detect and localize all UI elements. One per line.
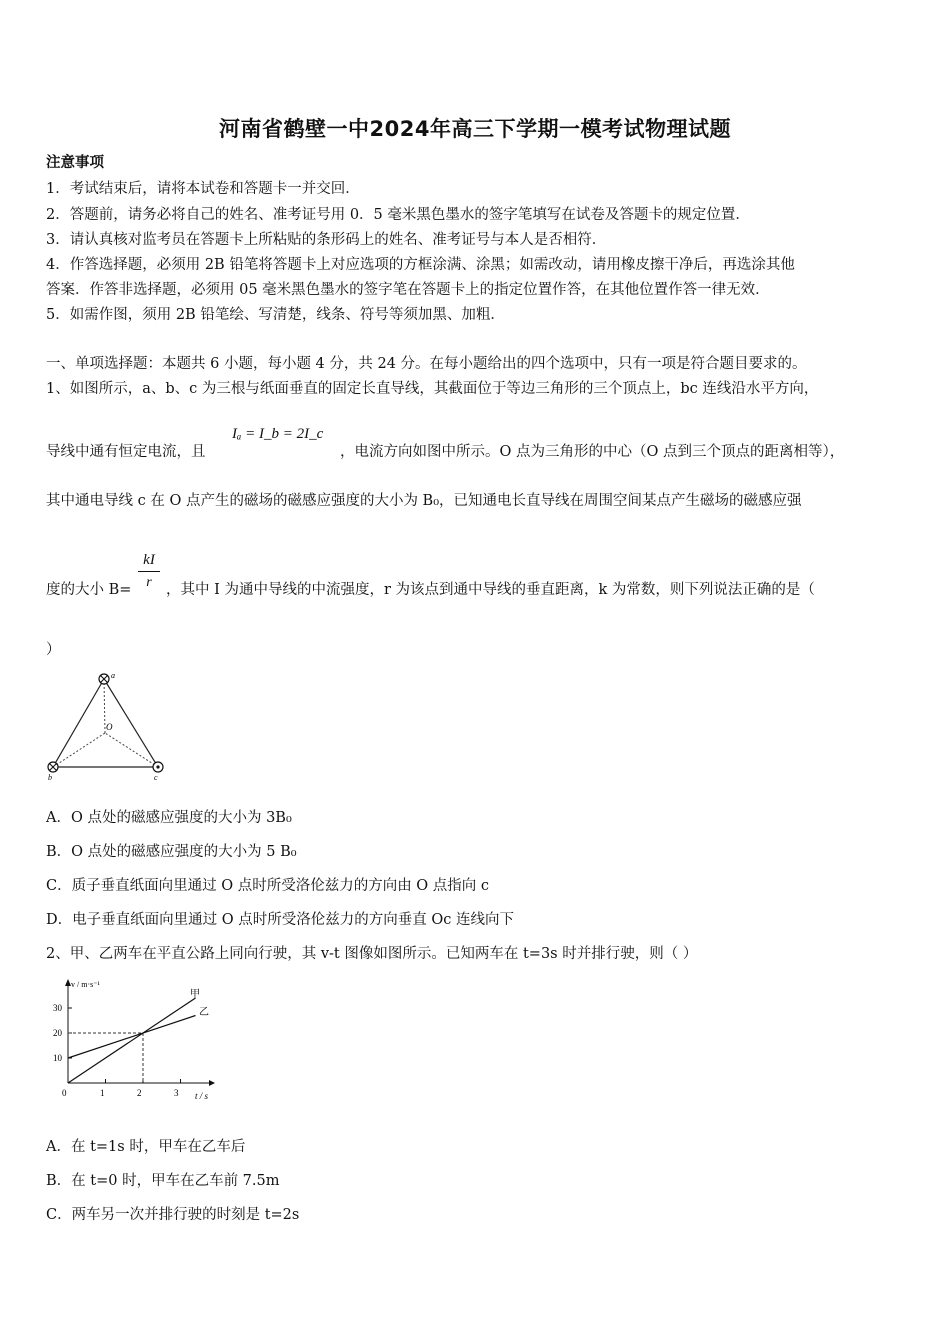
note-item: 3．请认真核对监考员在答题卡上所粘贴的条形码上的姓名、准考证号与本人是否相符． [46, 232, 607, 248]
q1-stem-line1: 1、如图所示，a、b、c 为三根与纸面垂直的固定长直导线，其截面位于等边三角形的三个顶点上，bc 连线沿水平方向， [46, 381, 819, 397]
fraction-bar [138, 571, 160, 572]
q1-stem-line2-post: ，电流方向如图中所示。O 点为三角形的中心（O 点到三个顶点的距离相等）， [340, 444, 845, 460]
current-formula: Iₐ = I_b = 2I_c [232, 426, 324, 442]
x-tick-label: 3 [174, 1088, 179, 1098]
note-item: 5．如需作图，须用 2B 铅笔绘、写清楚，线条、符号等须加黑、加粗． [46, 307, 505, 323]
q1-option-a: A．O 点处的磁感应强度的大小为 3B₀ [46, 810, 292, 826]
note-item: 答案．作答非选择题，必须用 05 毫米黑色墨水的签字笔在答题卡上的指定位置作答，在其他位置作答一律无效． [46, 282, 770, 298]
wire-b-into-page-icon [48, 762, 58, 772]
notes-heading: 注意事项 [46, 154, 104, 171]
y-tick-label: 20 [53, 1028, 62, 1038]
x-tick-label: 1 [100, 1088, 105, 1098]
x-tick-label: 2 [137, 1088, 142, 1098]
q2-stem: 2、甲、乙两车在平直公路上同向行驶，其 v-t 图像如图所示。已知两车在 t=3s 时并排行驶，则（ ） [46, 946, 698, 962]
series-line-jia [68, 998, 196, 1083]
fraction-numerator: kI [143, 552, 155, 568]
triangle-side-ab [53, 679, 104, 767]
q2-option-c: C．两车另一次并排行驶的时刻是 t=2s [46, 1207, 300, 1223]
wire-a-into-page-icon [99, 674, 109, 684]
label-o: O [106, 722, 113, 732]
y-tick-label: 10 [53, 1053, 62, 1063]
y-axis-label: v / m·s⁻¹ [71, 980, 100, 989]
label-c: c [154, 773, 158, 782]
page-title: 河南省鹤壁一中2024年高三下学期一模考试物理试题 [219, 117, 731, 141]
x-axis-label: t / s [195, 1091, 209, 1101]
series-label-yi: 乙 [199, 1007, 209, 1018]
q2-option-b: B．在 t=0 时，甲车在乙车前 7.5m [46, 1173, 280, 1189]
triangle-figure [44, 670, 174, 782]
dashed-line-bo [53, 733, 105, 767]
fraction [138, 551, 160, 592]
note-item: 1．考试结束后，请将本试卷和答题卡一并交回． [46, 181, 360, 197]
dashed-line-ao [104, 679, 105, 733]
q1-stem-line4-post: ，其中 I 为通中导线的中流强度，r 为该点到通中导线的垂直距离，k 为常数，则下列说法正确的是（ [166, 582, 815, 598]
section-heading: 一、单项选择题：本题共 6 小题，每小题 4 分，共 24 分。在每小题给出的四个选项中，只有一项是符合题目要求的。 [46, 356, 807, 372]
q1-stem-line5: ） [46, 642, 61, 658]
x-tick-label: 0 [62, 1088, 67, 1098]
note-item: 4．作答选择题，必须用 2B 铅笔将答题卡上对应选项的方框涂满、涂黑；如需改动，请用橡皮擦干净后，再选涂其他 [46, 257, 795, 273]
q1-stem-line3: 其中通电导线 c 在 O 点产生的磁场的磁感应强度的大小为 B₀，已知通电长直导线在周围空间某点产生磁场的磁感应强 [46, 493, 802, 509]
dashed-line-co [105, 733, 158, 767]
x-axis-arrow-icon [209, 1080, 215, 1086]
series-line-yi [68, 1016, 196, 1059]
fraction-denominator: r [146, 575, 152, 590]
y-tick-label: 30 [53, 1003, 62, 1013]
series-label-jia: 甲 [190, 989, 200, 1000]
q1-stem-line4-pre: 度的大小 B= [46, 582, 132, 598]
q2-option-a: A．在 t=1s 时，甲车在乙车后 [46, 1139, 246, 1155]
label-b: b [48, 773, 52, 782]
wire-c-out-of-page-icon [153, 762, 163, 772]
q1-option-b: B．O 点处的磁感应强度的大小为 5 B₀ [46, 844, 297, 860]
label-a: a [111, 671, 115, 680]
q1-option-c: C．质子垂直纸面向里通过 O 点时所受洛伦兹力的方向由 O 点指向 c [46, 878, 490, 894]
q1-option-d: D．电子垂直纸面向里通过 O 点时所受洛伦兹力的方向垂直 Oc 连线向下 [46, 912, 514, 928]
q1-stem-line2-pre: 导线中通有恒定电流，且 [46, 444, 206, 460]
note-item: 2．答题前，请务必将自己的姓名、准考证号用 0．5 毫米黑色墨水的签字笔填写在试卷及答题卡的规定位置． [46, 207, 750, 223]
vt-chart [44, 975, 224, 1105]
